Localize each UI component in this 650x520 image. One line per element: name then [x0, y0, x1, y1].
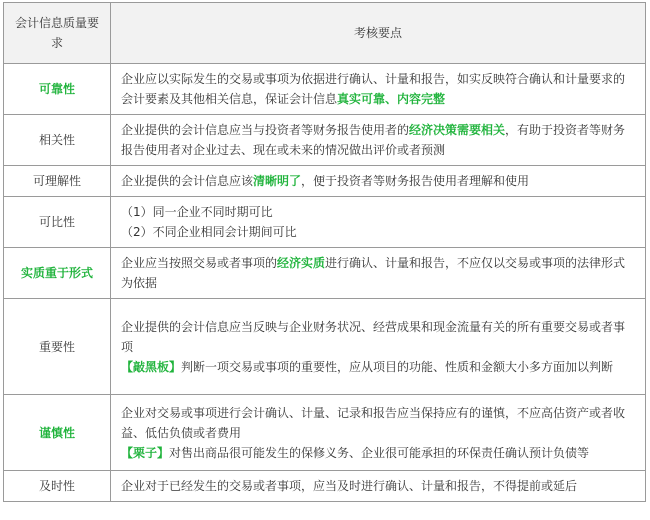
requirement-label: 可靠性	[38, 82, 75, 96]
tag-line	[121, 443, 635, 463]
key-point-cell	[111, 64, 646, 115]
tag-bracket-close: 】	[169, 359, 182, 374]
key-point-cell	[111, 248, 646, 299]
requirement-name	[4, 197, 111, 248]
key-point-text: 进行确认、计量和报告，不应仅以交易或事项的法律形式为依据	[121, 256, 626, 290]
table-row	[4, 64, 646, 115]
key-phrase: 清晰明了	[253, 174, 302, 188]
table-row	[4, 395, 646, 471]
key-point-text: 企业提供的会计信息应该	[121, 174, 254, 188]
requirement-label: 实质重于形式	[20, 266, 93, 280]
header-key-points: 考核要点	[111, 3, 646, 64]
key-point-cell	[111, 299, 646, 395]
requirement-label: 可理解性	[32, 174, 81, 188]
key-point-text: 企业对交易或事项进行会计确认、计量、记录和报告应当保持应有的谨慎，不应高估资产或者收益、低估负债或者费用	[121, 405, 626, 440]
requirement-name	[4, 166, 111, 197]
requirement-name	[4, 64, 111, 115]
table-header-row	[4, 3, 646, 64]
tag-text: 对售出商品很可能发生的保修义务、企业很可能承担的环保责任确认预计负债等	[169, 445, 590, 460]
key-point-text: ，便于投资者等财务报告使用者理解和使用	[301, 174, 530, 188]
key-point-cell	[111, 197, 646, 248]
tag-line	[121, 357, 635, 377]
table-row	[4, 471, 646, 502]
table-row	[4, 299, 646, 395]
requirement-label: 及时性	[38, 479, 75, 493]
requirement-name	[4, 115, 111, 166]
key-point-cell	[111, 166, 646, 197]
table-row	[4, 197, 646, 248]
table-row	[4, 115, 646, 166]
header-requirement: 会计信息质量要求	[4, 3, 111, 64]
tag-bracket-open: 【	[121, 445, 134, 460]
key-point-text: 企业提供的会计信息应当反映与企业财务状况、经营成果和现金流量有关的所有重要交易或者事项	[121, 319, 626, 354]
key-point-cell	[111, 395, 646, 471]
table-row	[4, 166, 646, 197]
requirement-label: 可比性	[38, 215, 75, 229]
key-point-cell	[111, 115, 646, 166]
requirement-label: 谨慎性	[38, 425, 75, 440]
key-point-text: 企业应当按照交易或者事项的	[121, 256, 278, 270]
key-point-text: 企业提供的会计信息应当与投资者等财务报告使用者的	[121, 123, 410, 137]
requirement-label: 重要性	[38, 339, 75, 354]
tag-text: 判断一项交易或事项的重要性，应从项目的功能、性质和金额大小多方面加以判断	[181, 359, 614, 374]
key-point-line: （1）同一企业不同时期可比	[121, 205, 273, 219]
quality-requirements-table	[3, 2, 646, 502]
key-point-cell	[111, 471, 646, 502]
requirement-name	[4, 395, 111, 471]
key-phrase: 经济决策需要相关	[409, 123, 506, 137]
table-body	[4, 64, 646, 502]
requirement-name	[4, 248, 111, 299]
key-point-text: ，有助于投资者等财务报告使用者对企业过去、现在或未来的情况做出评价或者预测	[121, 123, 626, 157]
key-point-text: 企业应以实际发生的交易或事项为依据进行确认、计量和报告，如实反映符合确认和计量要求的会计要素及其他相关信息，保证会计信息	[121, 72, 626, 106]
table-row	[4, 248, 646, 299]
key-point-text: 企业对于已经发生的交易或者事项，应当及时进行确认、计量和报告，不得提前或延后	[121, 479, 578, 493]
requirement-label: 相关性	[38, 133, 75, 147]
key-point-line: （2）不同企业相同会计期间可比	[121, 225, 297, 239]
key-phrase: 经济实质	[277, 256, 326, 270]
tag-bracket-open: 【	[121, 359, 134, 374]
key-phrase: 真实可靠、内容完整	[337, 92, 446, 106]
tag-bracket-close: 】	[157, 445, 170, 460]
requirement-name	[4, 471, 111, 502]
requirement-name	[4, 299, 111, 395]
tag-label: 敲黑板	[133, 359, 170, 374]
tag-label: 栗子	[133, 445, 158, 460]
